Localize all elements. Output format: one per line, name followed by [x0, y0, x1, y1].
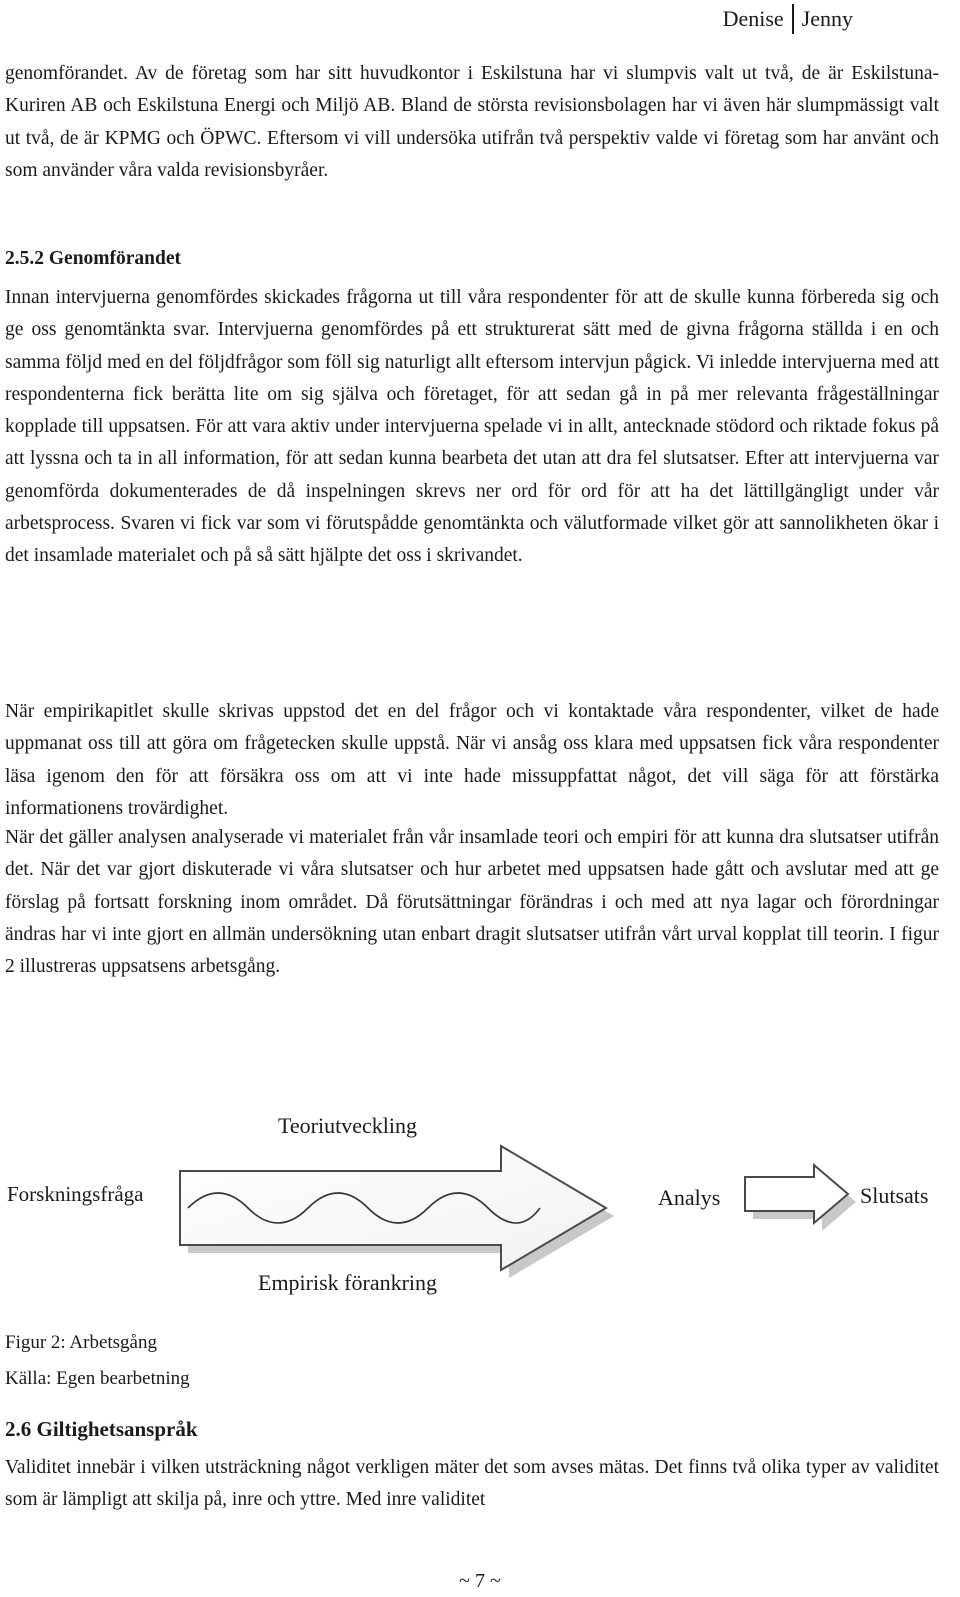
- author-name-right: Jenny: [801, 6, 853, 31]
- section-heading-giltighetsansprak: 2.6 Giltighetsanspråk: [5, 1417, 198, 1441]
- figure-caption: Figur 2: Arbetsgång: [5, 1332, 157, 1353]
- work-process-diagram: [0, 1100, 960, 1310]
- page-number: ~ 7 ~: [459, 1570, 501, 1592]
- header-divider: [792, 4, 794, 34]
- page-header: [723, 4, 853, 34]
- paragraph-intro: genomförandet. Av de företag som har sitt huvudkontor i Eskilstuna har vi slumpvis valt ut två, de är Eskilstuna-Kuriren AB och Eskilstuna Energi och Miljö AB. Bland de största revisionsbolagen har vi även här slumpmässigt valt ut två, de är KPMG och ÖPWC. Eftersom vi vill undersöka utifrån två perspektiv valde vi företag som har använt och som använder våra valda revisionsbyråer.: [5, 63, 939, 181]
- label-analys: Analys: [658, 1185, 721, 1210]
- label-teoriutveckling: Teoriutveckling: [278, 1113, 417, 1138]
- paragraph-empiri: När empirikapitlet skulle skrivas uppstod det en del frågor och vi kontaktade våra respondenter, vilket de hade uppmanat oss till att göra om frågetecken skulle uppstå. När vi ansåg oss klara med uppsatsen fick våra respondenter läsa igenom den för att försäkra oss om att vi inte hade missuppfattat något, det vill säga för att förstärka informationens trovärdighet.: [5, 701, 939, 819]
- figure-source: Källa: Egen bearbetning: [5, 1368, 190, 1389]
- author-name-left: Denise: [722, 6, 784, 31]
- paragraph-validity: Validitet innebär i vilken utsträckning något verkligen mäter det som avses mätas. Det finns två olika typer av validitet som är lämpligt att skilja på, inre och yttre. Med inre validitet: [5, 1457, 939, 1511]
- paragraph-interviews: Innan intervjuerna genomfördes skickades frågorna ut till våra respondenter för att de skulle kunna förbereda sig och ge oss genomtänkta svar. Intervjuerna genomfördes på ett strukturerat sätt med de givna frågorna ställda i en och samma följd med en del följdfrågor som föll sig naturligt allt eftersom intervjun pågick. Vi inledde intervjuerna med att respondenterna fick berätta lite om sig själva och företaget, för att sedan gå in på mer relevanta frågeställningar kopplade till uppsatsen. För att vara aktiv under intervjuerna spelade vi in allt, antecknade stödord och riktade fokus på att lyssna och ta in all information, för att sedan kunna bearbeta det utan att dra fel slutsatser. Efter att intervjuerna var genomförda dokumenterades de då inspelningen skrevs ner ord för ord för att ha det lättillgängligt under vår arbetsprocess. Svaren vi fick var som vi förutspådde genomtänkta och välutformade vilket gör att sannolikheten ökar i det insamlade materialet och på så sätt hjälpte det oss i skrivandet.: [5, 287, 939, 567]
- label-empirisk-forankring: Empirisk förankring: [258, 1270, 438, 1295]
- label-slutsats: Slutsats: [860, 1183, 929, 1208]
- diagram-graphic: [0, 1100, 960, 1310]
- section-heading-genomforandet: 2.5.2 Genomförandet: [5, 248, 182, 269]
- paragraph-analysis: När det gäller analysen analyserade vi materialet från vår insamlade teori och empiri för att kunna dra slutsatser utifrån det. När det var gjort diskuterade vi våra slutsatser och hur arbetet med uppsatsen hade gått och avslutar med att ge förslag på fortsatt forskning inom området. Då förutsättningar förändras i och med att nya lagar och förordningar ändras har vi inte gjort en allmän undersökning utan enbart dragit slutsatser utifrån vårt urval kopplat till teorin. I figur 2 illustreras uppsatsens arbetsgång.: [5, 827, 939, 978]
- label-forskningsfraga: Forskningsfråga: [7, 1182, 144, 1206]
